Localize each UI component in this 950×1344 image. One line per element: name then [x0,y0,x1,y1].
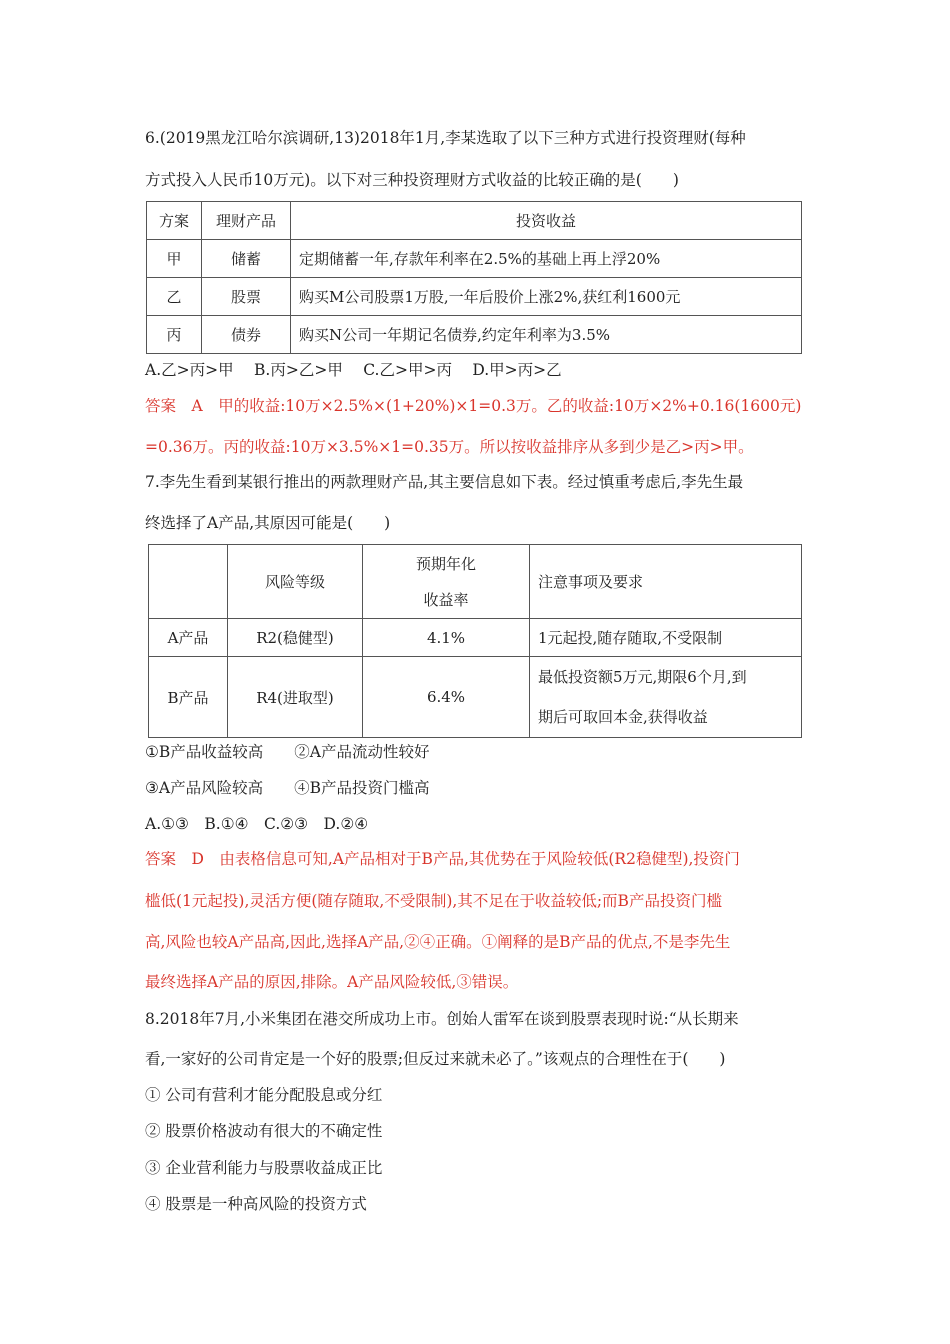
q7-rowA-yield: 4.1% [363,619,530,657]
q7-options: A.①③ B.①④ C.②③ D.②④ [145,815,369,833]
q6-header-plan: 方案 [147,202,202,240]
q7-rowA-notes: 1元起投,随存随取,不受限制 [530,619,802,657]
q6-row-return: 购买M公司股票1万股,一年后股价上涨2%,获红利1600元 [291,278,802,316]
q7-table [148,544,802,738]
q6-row-plan: 丙 [147,316,202,354]
q8-item-2: ② 股票价格波动有很大的不确定性 [145,1122,383,1140]
q6-row-return: 定期储蓄一年,存款年利率在2.5%的基础上再上浮20% [291,240,802,278]
q6-answer-line1: 答案 A 甲的收益:10万×2.5%×(1+20%)×1=0.3万。乙的收益:10万×2%+0.16(1600元) [145,397,802,415]
q7-statements-line2: ③A产品风险较高 ④B产品投资门槛高 [145,779,430,797]
q7-header-yield-line2: 收益率 [423,590,469,609]
q7-header-yield [363,545,530,619]
q6-row-plan: 乙 [147,278,202,316]
q7-stem-line2: 终选择了A产品,其原因可能是( ) [145,514,391,532]
q7-answer-line4: 最终选择A产品的原因,排除。A产品风险较低,③错误。 [145,973,519,991]
q6-table [146,201,802,354]
q7-rowB-notes-line1: 最低投资额5万元,期限6个月,到 [538,668,747,686]
q7-rowA-name: A产品 [149,619,228,657]
q7-rowB-notes-line2: 期后可取回本金,获得收益 [538,708,708,726]
q7-statements-line1: ①B产品收益较高 ②A产品流动性较好 [145,743,430,761]
q7-header-yield-line1: 预期年化 [415,554,476,573]
q6-row-plan: 甲 [147,240,202,278]
q7-header-risk: 风险等级 [228,545,363,619]
q6-answer-line2: =0.36万。丙的收益:10万×3.5%×1=0.35万。所以按收益排序从多到少是乙>丙>甲。 [145,438,754,456]
q6-stem-line1: 6.(2019黑龙江哈尔滨调研,13)2018年1月,李某选取了以下三种方式进行投资理财(每种 [145,129,746,147]
q7-rowB-notes [530,657,802,738]
q7-rowB-risk: R4(进取型) [228,657,363,738]
q7-stem-line1: 7.李先生看到某银行推出的两款理财产品,其主要信息如下表。经过慎重考虑后,李先生最 [145,473,744,491]
q6-row-product: 债券 [202,316,291,354]
q7-header-blank [149,545,228,619]
q7-answer-line3: 高,风险也较A产品高,因此,选择A产品,②④正确。①阐释的是B产品的优点,不是李先生 [145,933,731,951]
q8-stem-line2: 看,一家好的公司肯定是一个好的股票;但反过来就未必了。”该观点的合理性在于( ) [145,1050,726,1068]
q7-rowA-risk: R2(稳健型) [228,619,363,657]
q6-row-product: 储蓄 [202,240,291,278]
q6-header-return: 投资收益 [291,202,802,240]
q8-item-1: ① 公司有营利才能分配股息或分红 [145,1086,383,1104]
q6-stem-line2: 方式投入人民币10万元)。以下对三种投资理财方式收益的比较正确的是( ) [145,171,679,189]
q7-header-notes: 注意事项及要求 [530,545,802,619]
q8-item-3: ③ 企业营利能力与股票收益成正比 [145,1159,383,1177]
q6-options: A.乙>丙>甲 B.丙>乙>甲 C.乙>甲>丙 D.甲>丙>乙 [145,361,562,379]
q6-header-product: 理财产品 [202,202,291,240]
q7-answer-line2: 槛低(1元起投),灵活方便(随存随取,不受限制),其不足在于收益较低;而B产品投资门槛 [145,892,722,910]
q7-rowB-name: B产品 [149,657,228,738]
q7-rowB-yield: 6.4% [363,657,530,738]
q6-row-return: 购买N公司一年期记名债券,约定年利率为3.5% [291,316,802,354]
q7-answer-line1: 答案 D 由表格信息可知,A产品相对于B产品,其优势在于风险较低(R2稳健型),投资门 [145,850,740,868]
q8-stem-line1: 8.2018年7月,小米集团在港交所成功上市。创始人雷军在谈到股票表现时说:“从长期来 [145,1010,739,1028]
q8-item-4: ④ 股票是一种高风险的投资方式 [145,1195,367,1213]
q6-row-product: 股票 [202,278,291,316]
